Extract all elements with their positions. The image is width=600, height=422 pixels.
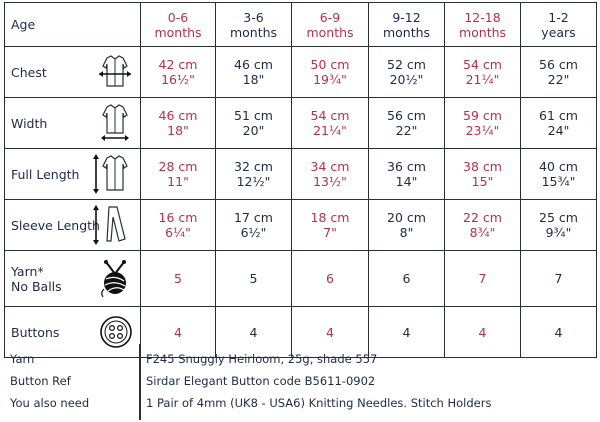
no-balls-label: No Balls: [11, 278, 62, 294]
row-label: [5, 47, 141, 98]
yarn-key: Yarn: [10, 352, 35, 366]
buttons-label: Buttons: [11, 324, 60, 340]
size-header: 0-6 months: [141, 3, 216, 47]
button-ref-value: Sirdar Elegant Button code B5611-0902: [146, 374, 376, 388]
size-header: 3-6 months: [216, 3, 292, 47]
width-label: Width: [11, 115, 48, 131]
button-ref-key: Button Ref: [10, 374, 71, 388]
yarn-label: Yarn*: [11, 263, 44, 279]
size-header: 6-9 months: [292, 3, 369, 47]
chest-label: Chest: [11, 64, 47, 80]
chest-row: Chest 42 cm 16½" 46 cm 18" 50 cm 19¾" 52 cm 20½" 54 cm 21¼" 56 cm 22": [5, 47, 597, 98]
sleeve-length-row: Sleeve Length 16 cm 6¼" 17 cm 6½" 18 cm 7" 20 cm 8" 22 cm 8¾" 25 cm 9¾": [5, 200, 597, 251]
size-table: [4, 2, 597, 358]
row-label: [5, 251, 141, 307]
row-label: [5, 200, 141, 251]
garment-length-icon: [91, 152, 131, 196]
sleeve-length-label: Sleeve Length: [11, 217, 100, 233]
yarn-row: Yarn* No Balls 5 5 6 6 7 7: [5, 251, 597, 307]
size-header: 1-2 years: [521, 3, 597, 47]
size-header: 12-18 months: [445, 3, 521, 47]
row-label: [5, 98, 141, 149]
size-header: 9-12 months: [369, 3, 445, 47]
width-row: Width 46 cm 18" 51 cm 20" 54 cm 21¼" 56 cm 22" 59 cm 23¼" 61 cm 24": [5, 98, 597, 149]
yarn-value: F245 Snuggly Heirloom, 25g, shade 557: [146, 352, 378, 366]
footer-yarn-row: [4, 352, 596, 372]
row-label: [5, 149, 141, 200]
buttons-row: Buttons 4 4 4 4 4 4: [5, 307, 597, 358]
footer-need-row: [4, 396, 596, 416]
sweater-width-icon: [97, 103, 133, 143]
yarn-ball-icon: [97, 259, 133, 299]
also-need-value: 1 Pair of 4mm (UK8 - USA6) Knitting Needles. Stitch Holders: [146, 396, 492, 410]
sweater-chest-icon: [97, 52, 133, 92]
full-length-row: Full Length 28 cm 11" 32 cm 12½" 34 cm 13½" 36 cm 14" 38 cm 15" 40 cm 15¾": [5, 149, 597, 200]
sleeve-length-icon: [91, 203, 131, 247]
footer-button-row: [4, 374, 596, 394]
materials-footer: [4, 342, 596, 422]
full-length-label: Full Length: [11, 166, 80, 182]
header-row: [5, 3, 597, 47]
also-need-key: You also need: [10, 396, 90, 410]
age-label: Age: [5, 3, 141, 47]
